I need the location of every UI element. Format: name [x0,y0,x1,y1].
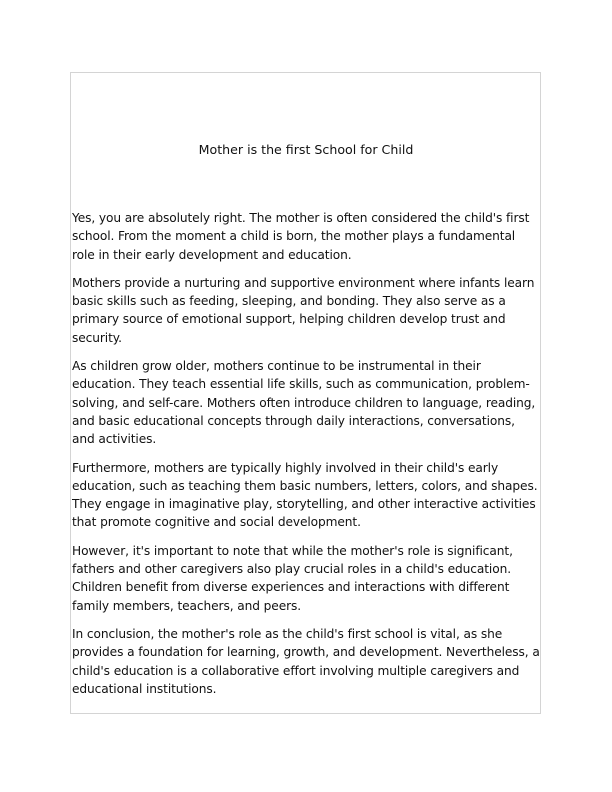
document-title: Mother is the first School for Child [198,142,414,157]
paragraph-3: As children grow older, mothers continue to be instrumental in their education. They teach essential life skills, such as communication, problem-solving, and self-care. Mothers often introduce children to language, reading, and basic educational concepts through daily interactions, conversations, and activities. [72,359,536,447]
paragraph-6: In conclusion, the mother's role as the child's first school is vital, as she provides a foundation for learning, growth, and development. Nevertheless, a child's education is a collaborative effort involving multiple caregivers and educational institutions. [72,626,540,696]
paragraph-2: Mothers provide a nurturing and supportive environment where infants learn basic skills such as feeding, sleeping, and bonding. They also serve as a primary source of emotional support, helping children develop trust and security. [72,275,535,345]
paragraph-4: Furthermore, mothers are typically highly involved in their child's early education, such as teaching them basic numbers, letters, colors, and shapes. They engage in imaginative play, storytelling, and other interactive activities that promote cognitive and social development. [72,460,538,530]
document-body [72,209,540,708]
paragraph-1: Yes, you are absolutely right. The mother is often considered the child's first school. From the moment a child is born, the mother plays a fundamental role in their early development and education. [72,211,530,262]
paragraph-5: However, it's important to note that while the mother's role is significant, fathers and other caregivers also play crucial roles in a child's education. Children benefit from diverse experiences and interactions with different family members, teachers, and peers. [72,543,513,613]
